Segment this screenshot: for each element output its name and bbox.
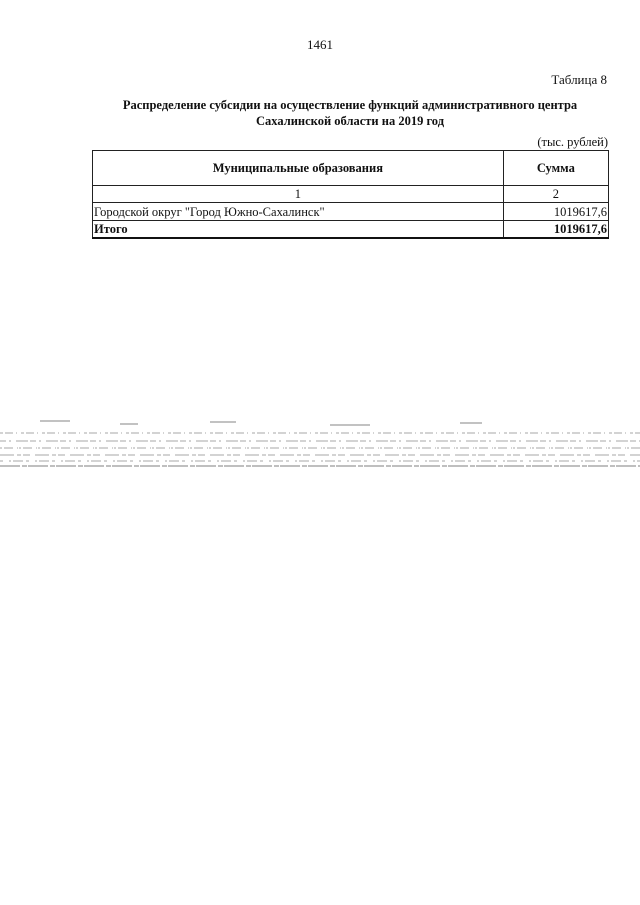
- column-number-2: 2: [503, 186, 608, 203]
- table-row: [93, 203, 609, 221]
- table-header-row: [93, 151, 609, 186]
- header-amount: Сумма: [503, 151, 608, 186]
- document-title: [92, 97, 608, 129]
- units-label: (тыс. рублей): [537, 135, 608, 149]
- column-number-row: [93, 186, 609, 203]
- title-line-1: Распределение субсидии на осуществление функций административного центра: [122, 98, 578, 112]
- total-row: [93, 221, 609, 239]
- header-municipalities: Муниципальные образования: [93, 151, 504, 186]
- column-number-1: 1: [93, 186, 504, 203]
- title-line-2: Сахалинской области на 2019 год: [255, 114, 445, 128]
- municipality-amount: 1019617,6: [503, 203, 608, 221]
- scan-artifact-band: [0, 415, 640, 475]
- total-amount: 1019617,6: [503, 221, 608, 239]
- municipality-name: Городской округ "Город Южно-Сахалинск": [93, 203, 504, 221]
- total-label: Итого: [93, 221, 504, 239]
- table-label: Таблица 8: [551, 72, 607, 87]
- page-number: 1461: [307, 37, 333, 52]
- subsidy-table: [92, 150, 609, 239]
